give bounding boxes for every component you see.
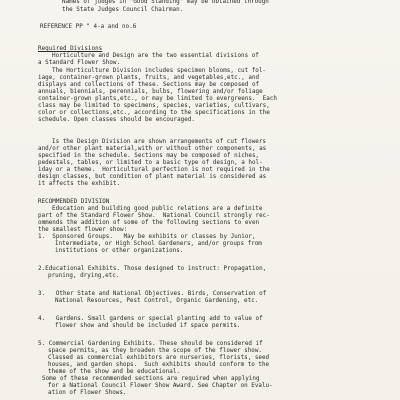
doc-line: iday or a theme. Horticultural perfection is not required in the: [38, 167, 270, 173]
doc-line: Education and building good public relations are a definite: [52, 206, 263, 212]
doc-line: iage, container-grown plants, fruits, and vegetables,etc., and: [38, 75, 260, 81]
reference-line: REFERENCE PP " 4-a and no.6: [40, 24, 137, 30]
doc-line: pruning, drying,etc.: [48, 273, 120, 279]
doc-line: flower show and should be included if space permits.: [55, 323, 241, 329]
doc-line: schedule. Open classes should be encouraged.: [38, 117, 195, 123]
doc-line: design classes, but condition of plant material is considered as: [38, 174, 267, 180]
doc-line: space permits, as they broaden the scope of the flower show.: [48, 348, 262, 354]
doc-line: The Horticulture Division includes specimen blooms, cut fol-: [52, 68, 266, 74]
list-item: 5. Commercial Gardening Exhibits. These should be considered if: [38, 341, 263, 347]
list-item: 4. Gardens. Small gardens or special planting add to value of: [38, 316, 263, 322]
doc-line: Intermediate, or High School Gardeners, and/or groups from: [55, 241, 262, 247]
list-item: 2.Educational Exhibits. Those designed to instruct: Propagation,: [38, 266, 267, 272]
doc-line: theme of the show and be educational.: [48, 369, 180, 375]
list-item: 3. Other State and National Objectives. Birds, Conservation of: [38, 291, 267, 297]
doc-line: class may be limited to specimens, species, varieties, cultivars,: [38, 103, 270, 109]
doc-line: houses, and garden shops. Such exhibits should conform to the: [48, 362, 270, 368]
doc-line: the smallest flower show:: [38, 227, 128, 233]
doc-line: Names of judges in "Good Standing" may be obtained through: [62, 0, 269, 5]
doc-line: institutions or other organizations.: [55, 248, 184, 254]
doc-line: pedestals, tables, or limited to a basic type of design, a hol-: [38, 160, 263, 166]
doc-line: color or collections,etc., according to the specifications in the: [38, 110, 270, 116]
doc-line: Classed as commercial exhibitors are nurseries, florists, seed: [48, 355, 270, 361]
doc-line: it affects the exhibit.: [38, 181, 121, 187]
doc-line: and/or other plant material,with or without other components, as: [38, 146, 267, 152]
doc-line: National Resources, Pest Control, Organic Gardening, etc.: [55, 298, 259, 304]
doc-line: the State Judges Council Chairman.: [62, 7, 184, 13]
doc-line: Some of these recommended sections are required when applying: [42, 376, 260, 382]
doc-line: annuals, biennials, perennials, bulbs, flowering and/or foliage: [38, 89, 263, 95]
doc-line: Horticulture and Design are the two essential divisions of: [52, 53, 259, 59]
doc-line: specified in the schedule. Sections may be composed of niches,: [38, 153, 260, 159]
section-heading: RECOMMENDED DIVISION: [38, 199, 110, 205]
doc-line: ation of Flower Shows.: [48, 390, 127, 396]
doc-line: container-grown plants,etc., or may be limited to evergreens. Each: [38, 96, 277, 102]
doc-line: ommends the addition of some of the following sections to even: [38, 220, 260, 226]
doc-line: part of the Standard Flower Show. National Council strongly rec-: [38, 213, 270, 219]
list-item: 1. Sponsored Groups. May be exhibits or classes by Junior,: [38, 234, 256, 240]
doc-line: Is the Design Division are shown arrangements of cut flowers: [52, 139, 266, 145]
doc-line: for a National Council Flower Show Award. See Chapter on Evalu-: [48, 383, 273, 389]
doc-line: displays and collections of these. Sections may be composed of: [38, 82, 260, 88]
doc-line: a Standard Flower Show.: [38, 60, 121, 66]
section-heading: Required Divisions: [38, 46, 103, 52]
